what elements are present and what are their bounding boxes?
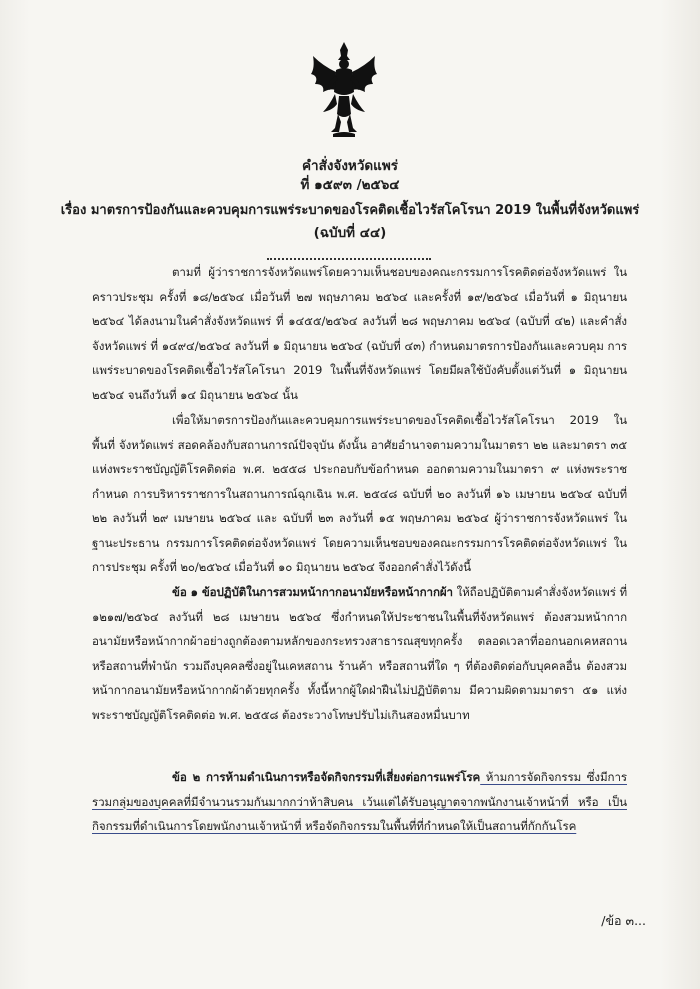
order-title: คำสั่งจังหวัดแพร่	[301, 158, 399, 174]
clause-1-text: ให้ถือปฏิบัติตามคำสั่งจังหวัดแพร่ ที่ ๑๒๑๗/๒๕๖๔ ลงวันที่ ๒๘ เมษายน ๒๕๖๔ ซึ่งกำหนดให้ประชาชนในพื้นที่จังหวัดแพร่ ต้องสวมหน้ากาก อนามัยหรือหน้ากากผ้าอย่างถูกต้องตามหลักของกระทรวงสาธารณสุขทุกครั้ง ตลอดเวลาที่ออกนอกเคหสถาน หรือสถานที่พำนัก รวมถึงบุคคลซึ่งอยู่ในเคหสถาน ร้านค้า หรือสถานที่ใด ๆ ที่ต้องติดต่อกับบุคคลอื่น ต้องสวม หน้ากากอนามัยหรือหน้ากากผ้าด้วยทุกครั้ง ทั้งนี้หากผู้ใดฝ่าฝืนไม่ปฏิบัติตาม มีความผิดตามมาตรา ๕๑ แห่งพระราชบัญญัติโรคติดต่อ พ.ศ. ๒๕๕๘ ต้องระวางโทษปรับไม่เกินสองหมื่นบาท	[92, 585, 627, 722]
clause-1	[92, 580, 627, 727]
order-number: ที่ ๑๕๙๓ /๒๕๖๔	[300, 177, 400, 193]
garuda-emblem-icon	[305, 40, 383, 138]
order-edition: (ฉบับที่ ๔๔)	[313, 225, 387, 241]
clause-2-heading: ข้อ ๒ การห้ามดำเนินการหรือจัดกิจกรรมที่เสี่ยงต่อการแพร่โรค	[172, 770, 481, 784]
paragraph-background: ตามที่ ผู้ว่าราชการจังหวัดแพร่โดยความเห็นชอบของคณะกรรมการโรคติดต่อจังหวัดแพร่ ในคราวประชุม ครั้งที่ ๑๘/๒๕๖๔ เมื่อวันที่ ๒๗ พฤษภาคม ๒๕๖๔ และครั้งที่ ๑๙/๒๕๖๔ เมื่อวันที่ ๑ มิถุนายน ๒๕๖๔ ได้ลงนามในคำสั่งจังหวัดแพร่ ที่ ๑๔๕๕/๒๕๖๔ ลงวันที่ ๒๘ พฤษภาคม ๒๕๖๔ (ฉบับที่ ๔๒) และคำสั่ง จังหวัดแพร่ ที่ ๑๔๙๔/๒๕๖๔ ลงวันที่ ๑ มิถุนายน ๒๕๖๔ (ฉบับที่ ๔๓) กำหนดมาตรการป้องกันและควบคุม การแพร่ระบาดของโรคติดเชื้อไวรัสโคโรนา 2019 ในพื้นที่จังหวัดแพร่ โดยมีผลใช้บังคับตั้งแต่วันที่ ๑ มิถุนายน ๒๕๖๔ จนถึงวันที่ ๑๔ มิถุนายน ๒๕๖๔ นั้น	[92, 265, 627, 402]
clause-2	[92, 765, 627, 839]
clause-1-heading: ข้อ ๑ ข้อปฏิบัติในการสวมหน้ากากอนามัยหรือหน้ากากผ้า	[172, 585, 453, 599]
clause-2-text: ห้ามการจัดกิจกรรม ซึ่งมีการรวมกลุ่มของบุคคลที่มีจำนวนรวมกันมากกว่าห้าสิบคน เว้นแต่ได้รับอนุญาตจากพนักงานเจ้าหน้าที่ หรือ เป็นกิจกรรมที่ดำเนินการโดยพนักงานเจ้าหน้าที่ หรือจัดกิจกรรมในพื้นที่ที่กำหนดให้เป็นสถานที่กักกันโรค	[92, 770, 627, 833]
paragraph-authority: เพื่อให้มาตรการป้องกันและควบคุมการแพร่ระบาดของโรคติดเชื้อไวรัสโคโรนา 2019 ในพื้นที่ จังหวัดแพร่ สอดคล้องกับสถานการณ์ปัจจุบัน ดังนั้น อาศัยอำนาจตามความในมาตรา ๒๒ และมาตรา ๓๕ แห่งพระราชบัญญัติโรคติดต่อ พ.ศ. ๒๕๕๘ ประกอบกับข้อกำหนด ออกตามความในมาตรา ๙ แห่งพระราชกำหนด การบริหารราชการในสถานการณ์ฉุกเฉิน พ.ศ. ๒๕๔๘ ฉบับที่ ๒๐ ลงวันที่ ๑๖ เมษายน ๒๕๖๔ ฉบับที่ ๒๒ ลงวันที่ ๒๙ เมษายน ๒๕๖๔ และ ฉบับที่ ๒๓ ลงวันที่ ๑๕ พฤษภาคม ๒๕๖๔ ผู้ว่าราชการจังหวัดแพร่ ในฐานะประธาน กรรมการโรคติดต่อจังหวัดแพร่ โดยความเห็นชอบของคณะกรรมการโรคติดต่อจังหวัดแพร่ ในการประชุม ครั้งที่ ๒๐/๒๕๖๔ เมื่อวันที่ ๑๐ มิถุนายน ๒๕๖๔ จึงออกคำสั่งไว้ดังนี้	[92, 413, 627, 574]
order-subject: เรื่อง มาตรการป้องกันและควบคุมการแพร่ระบาดของโรคติดเชื้อไวรัสโคโรนา 2019 ในพื้นที่จังหวัดแพร่	[60, 203, 640, 218]
next-page-reference: /ข้อ ๓...	[601, 913, 646, 928]
